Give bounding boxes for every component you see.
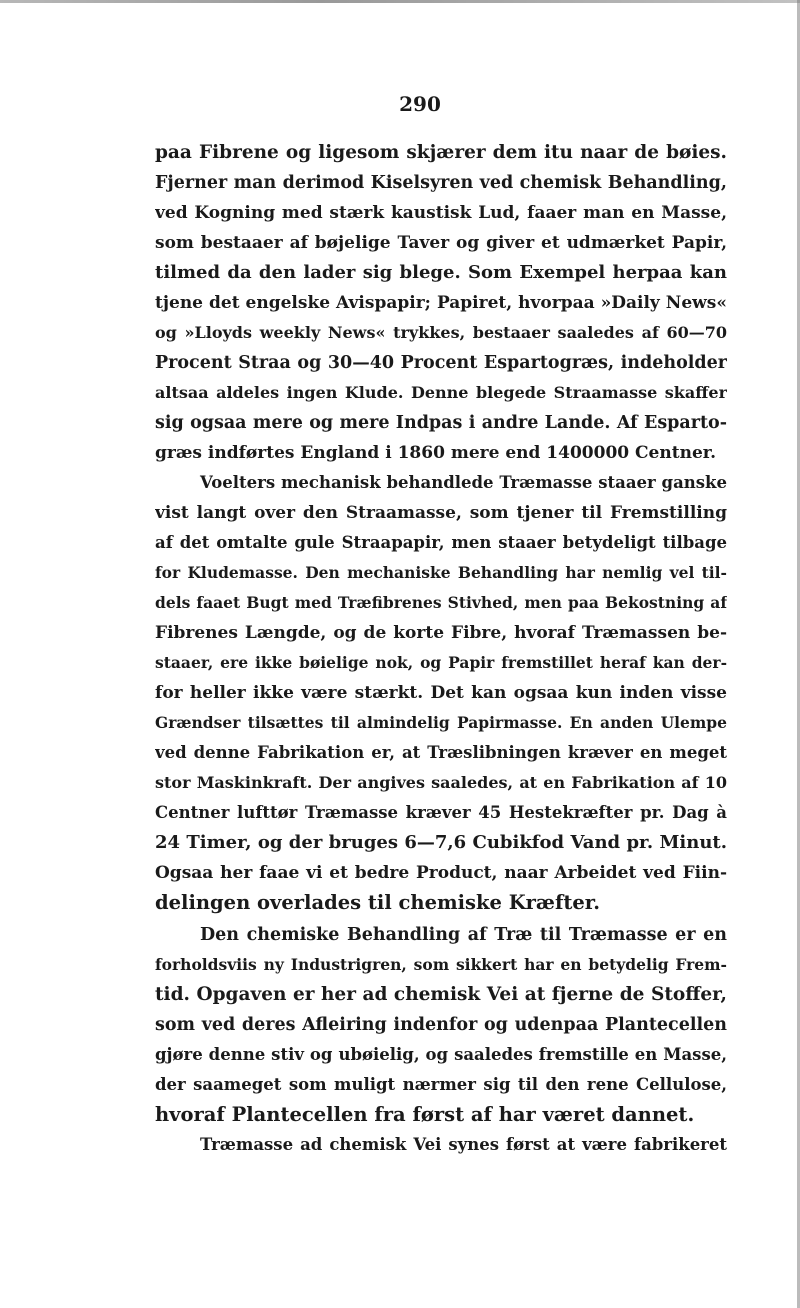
text-line: gjøre denne stiv og ubøielig, og saaledes fremstille en Masse, [155,1045,727,1064]
page-number: 290 [399,92,441,116]
text-line: tilmed da den lader sig blege. Som Exempel herpaa kan [155,262,727,283]
text-line: Grændser tilsættes til almindelig Papirmasse. En anden Ulempe [155,713,727,732]
text-line: paa Fibrene og ligesom skjærer dem itu naar de bøies. [155,142,727,163]
paragraph-start-line: Voelters mechanisk behandlede Træmasse staaer ganske [200,473,727,492]
text-line: tjene det engelske Avispapir; Papiret, hvorpaa »Daily News« [155,293,727,313]
text-line: af det omtalte gule Straapapir, men staaer betydeligt tilbage [155,533,727,552]
text-line: Fibrenes Længde, og de korte Fibre, hvoraf Træmassen be- [155,623,727,643]
text-line: ved Kogning med stærk kaustisk Lud, faaer man en Masse, [155,203,727,223]
text-line: staaer, ere ikke bøielige nok, og Papir fremstillet heraf kan der- [155,653,727,672]
text-line: forholdsviis ny Industrigren, som sikkert har en betydelig Frem- [155,955,727,974]
text-line: dels faaet Bugt med Træfibrenes Stivhed, men paa Bekostning af [155,593,727,612]
text-line: som ved deres Afleiring indenfor og udenpaa Plantecellen [155,1015,727,1035]
text-line: der saameget som muligt nærmer sig til den rene Cellulose, [155,1075,727,1094]
text-line: for heller ikke være stærkt. Det kan ogsaa kun inden visse [155,683,727,703]
text-line: tid. Opgaven er her ad chemisk Vei at fjerne de Stoffer, [155,984,727,1005]
paragraph-start-line: Træmasse ad chemisk Vei synes først at være fabrikeret [200,1135,727,1154]
paragraph-start-line: Den chemiske Behandling af Træ til Træmasse er en [200,925,727,945]
text-line: ved denne Fabrikation er, at Træslibningen kræver en meget [155,743,727,762]
text-line: Procent Straa og 30—40 Procent Espartogræs, indeholder [155,353,727,373]
text-line: og »Lloyds weekly News« trykkes, bestaaer saaledes af 60—70 [155,323,727,342]
text-line: hvoraf Plantecellen fra først af har været dannet. [155,1103,695,1126]
text-line: som bestaaer af bøjelige Taver og giver et udmærket Papir, [155,233,727,253]
text-line: vist langt over den Straamasse, som tjener til Fremstilling [155,503,727,523]
text-line: stor Maskinkraft. Der angives saaledes, at en Fabrikation af 10 [155,773,727,792]
body-text [155,138,727,1160]
text-line: Fjerner man derimod Kiselsyren ved chemisk Behandling, [155,173,727,193]
text-line: delingen overlades til chemiske Kræfter. [155,891,601,914]
text-line: altsaa aldeles ingen Klude. Denne blegede Straamasse skaffer [155,383,727,402]
text-line: for Kludemasse. Den mechaniske Behandling har nemlig vel til- [155,563,727,582]
text-line: græs indførtes England i 1860 mere end 1400000 Centner. [155,443,717,463]
text-line: Centner lufttør Træmasse kræver 45 Hestekræfter pr. Dag à [155,803,727,822]
scan-top-edge [0,0,800,3]
text-line: sig ogsaa mere og mere Indpas i andre Lande. Af Esparto- [155,413,727,433]
text-line: 24 Timer, og der bruges 6—7,6 Cubikfod Vand pr. Minut. [155,832,727,853]
text-line: Ogsaa her faae vi et bedre Product, naar Arbeidet ved Fiin- [155,863,727,883]
